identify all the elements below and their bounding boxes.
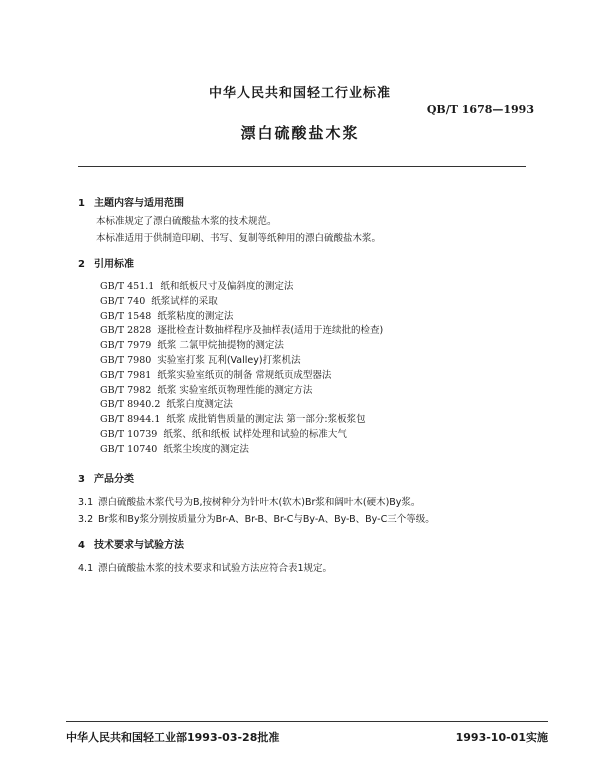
header-divider bbox=[78, 166, 526, 167]
section-number: 1 bbox=[78, 198, 85, 209]
section-1-paragraph-2: 本标准适用于供制造印刷、书写、复制等纸种用的漂白硫酸盐木浆。 bbox=[96, 233, 382, 244]
section-number: 4 bbox=[78, 540, 85, 551]
clause-text: Br浆和By浆分别按质量分为Br-A、Br-B、Br-C与By-A、By-B、By-C三个等级。 bbox=[98, 514, 435, 525]
reference-item bbox=[100, 396, 383, 411]
reference-name: 纸浆尘埃度的测定法 bbox=[163, 443, 249, 455]
reference-name: 纸浆实验室纸页的制备 常规纸页成型器法 bbox=[157, 369, 332, 381]
reference-code: GB/T 10740 bbox=[100, 443, 158, 455]
reference-name: 逐批检查计数抽样程序及抽样表(适用于连续批的检查) bbox=[157, 325, 384, 337]
reference-name: 纸浆试样的采取 bbox=[151, 295, 218, 307]
reference-list bbox=[100, 278, 383, 456]
standard-code: QB/T 1678—1993 bbox=[426, 103, 534, 116]
reference-name: 纸浆 二氯甲烷抽提物的测定法 bbox=[157, 340, 284, 352]
approval-line: 中华人民共和国轻工业部1993-03-28批准 bbox=[66, 731, 280, 744]
reference-code: GB/T 740 bbox=[100, 295, 146, 307]
clause-3-1 bbox=[78, 494, 420, 508]
reference-code: GB/T 1548 bbox=[100, 310, 152, 322]
section-1-heading bbox=[78, 194, 184, 209]
section-3-heading bbox=[78, 470, 134, 485]
reference-item bbox=[100, 337, 383, 352]
section-number: 2 bbox=[78, 259, 85, 270]
reference-name: 实验室打浆 瓦利(Valley)打浆机法 bbox=[157, 354, 301, 366]
effective-date: 1993-10-01实施 bbox=[455, 731, 548, 744]
section-title: 引用标准 bbox=[94, 259, 134, 270]
reference-item bbox=[100, 352, 383, 367]
reference-code: GB/T 7981 bbox=[100, 369, 152, 381]
reference-item bbox=[100, 278, 383, 293]
reference-name: 纸和纸板尺寸及偏斜度的测定法 bbox=[160, 281, 294, 292]
reference-code: GB/T 7980 bbox=[100, 354, 152, 366]
reference-item bbox=[100, 441, 383, 456]
reference-item bbox=[100, 308, 383, 323]
section-title: 产品分类 bbox=[94, 474, 134, 485]
reference-code: GB/T 8940.2 bbox=[100, 399, 161, 411]
reference-item bbox=[100, 322, 383, 337]
reference-code: GB/T 7982 bbox=[100, 384, 152, 396]
document-title: 漂白硫酸盐木浆 bbox=[240, 124, 360, 142]
section-number: 3 bbox=[78, 474, 85, 485]
footer-divider bbox=[66, 721, 548, 722]
reference-name: 纸浆 成批销售质量的测定法 第一部分:浆板浆包 bbox=[166, 414, 366, 426]
section-title: 技术要求与试验方法 bbox=[94, 540, 184, 551]
reference-name: 纸浆白度测定法 bbox=[166, 399, 233, 411]
reference-item bbox=[100, 367, 383, 382]
clause-text: 漂白硫酸盐木浆代号为B,按树种分为针叶木(软木)Br浆和阔叶木(硬木)By浆。 bbox=[98, 497, 421, 508]
clause-number: 3.2 bbox=[78, 514, 94, 525]
reference-name: 纸浆 实验室纸页物理性能的测定方法 bbox=[157, 384, 313, 396]
reference-code: GB/T 2828 bbox=[100, 325, 152, 337]
reference-code: GB/T 10739 bbox=[100, 428, 158, 440]
reference-item bbox=[100, 411, 383, 426]
section-1-paragraph-1: 本标准规定了漂白硫酸盐木浆的技术规范。 bbox=[96, 216, 277, 227]
clause-number: 3.1 bbox=[78, 497, 94, 508]
reference-name: 纸浆粘度的测定法 bbox=[157, 310, 234, 322]
reference-item bbox=[100, 382, 383, 397]
clause-3-2 bbox=[78, 511, 435, 525]
reference-code: GB/T 451.1 bbox=[100, 281, 155, 292]
section-title: 主题内容与适用范围 bbox=[94, 198, 184, 209]
section-4-heading bbox=[78, 536, 184, 551]
clause-number: 4.1 bbox=[78, 563, 94, 574]
section-2-heading bbox=[78, 255, 134, 270]
reference-code: GB/T 8944.1 bbox=[100, 414, 161, 426]
clause-4-1 bbox=[78, 560, 332, 574]
reference-item bbox=[100, 426, 383, 441]
reference-name: 纸浆、纸和纸板 试样处理和试验的标准大气 bbox=[163, 428, 347, 440]
clause-text: 漂白硫酸盐木浆的技术要求和试验方法应符合表1规定。 bbox=[98, 563, 333, 574]
reference-code: GB/T 7979 bbox=[100, 340, 152, 352]
issuer-title: 中华人民共和国轻工行业标准 bbox=[208, 86, 391, 101]
reference-item bbox=[100, 293, 383, 308]
